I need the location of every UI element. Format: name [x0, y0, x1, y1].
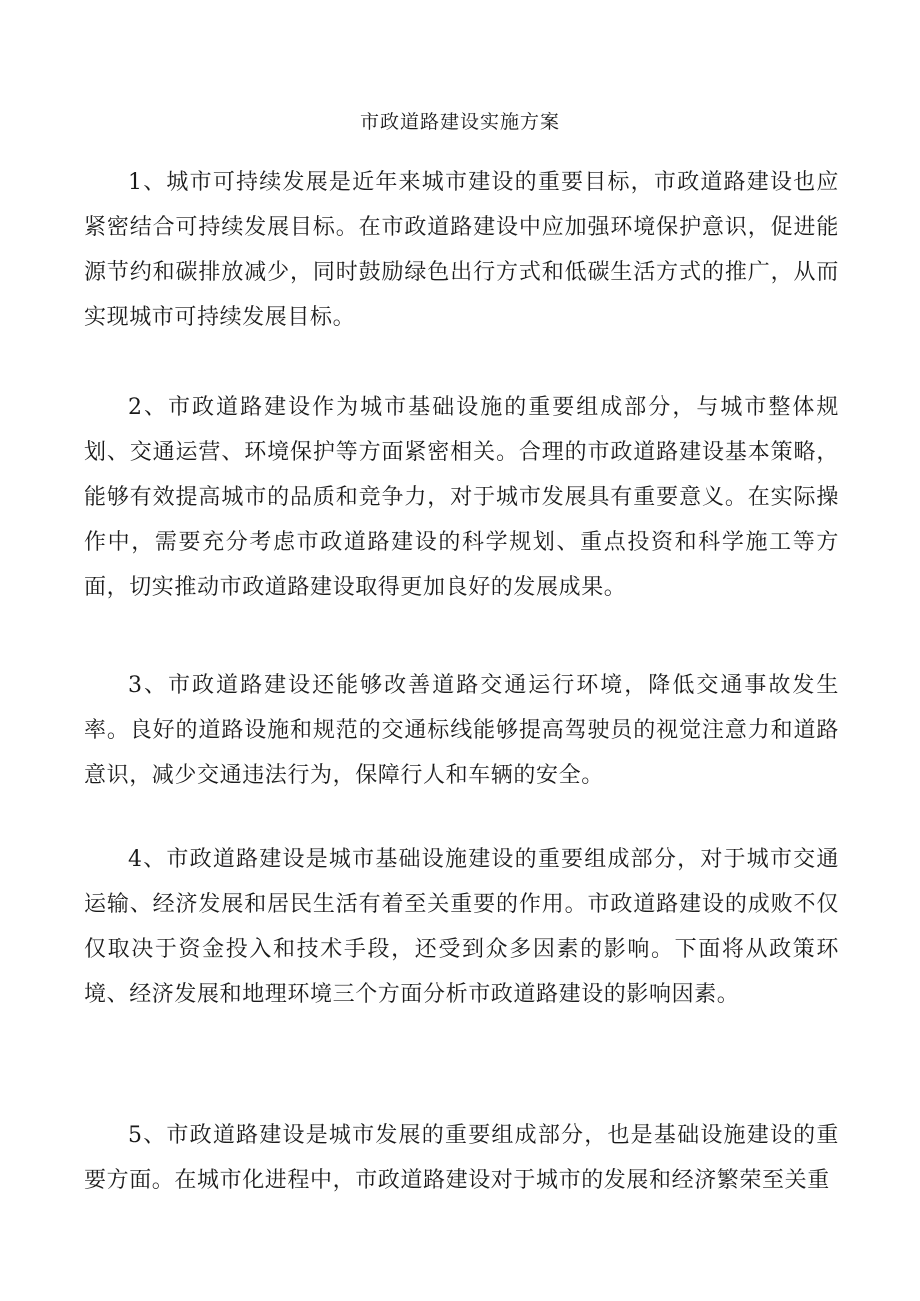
document-title: 市政道路建设实施方案: [359, 111, 560, 133]
paragraph-5: 5、市政道路建设是城市发展的重要组成部分，也是基础设施建设的重要方面。在城市化进程中，市政道路建设对于城市的发展和经济繁荣至关重: [84, 1123, 839, 1193]
paragraph-1: 1、城市可持续发展是近年来城市建设的重要目标，市政道路建设也应紧密结合可持续发展目标。在市政道路建设中应加强环境保护意识，促进能源节约和碳排放减少，同时鼓励绿色出行方式和低碳生活方式的推广，从而实现城市可持续发展目标。: [84, 170, 839, 330]
paragraph-4: 4、市政道路建设是城市基础设施建设的重要组成部分，对于城市交通运输、经济发展和居民生活有着至关重要的作用。市政道路建设的成败不仅仅取决于资金投入和技术手段，还受到众多因素的影响。下面将从政策环境、经济发展和地理环境三个方面分析市政道路建设的影响因素。: [84, 847, 839, 1007]
paragraph-2: 2、市政道路建设作为城市基础设施的重要组成部分，与城市整体规划、交通运营、环境保护等方面紧密相关。合理的市政道路建设基本策略，能够有效提高城市的品质和竞争力，对于城市发展具有重要意义。在实际操作中，需要充分考虑市政道路建设的科学规划、重点投资和科学施工等方面，切实推动市政道路建设取得更加良好的发展成果。: [84, 395, 839, 600]
paragraph-3: 3、市政道路建设还能够改善道路交通运行环境，降低交通事故发生率。良好的道路设施和规范的交通标线能够提高驾驶员的视觉注意力和道路意识，减少交通违法行为，保障行人和车辆的安全。: [84, 673, 839, 788]
